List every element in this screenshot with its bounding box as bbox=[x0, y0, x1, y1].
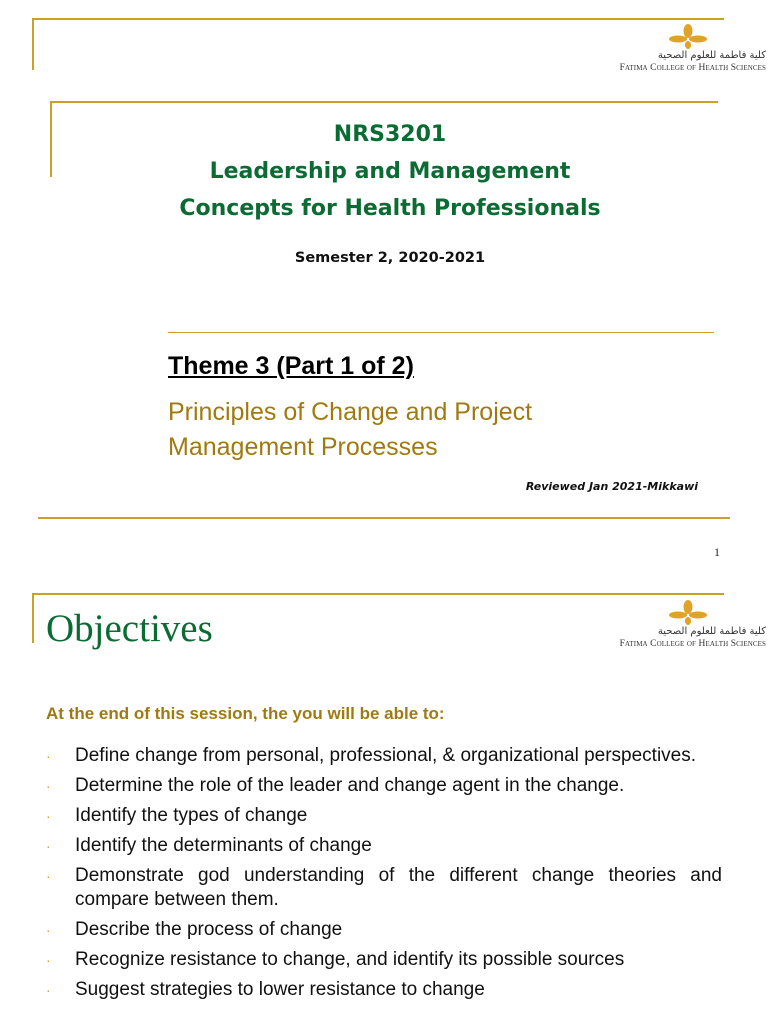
list-item bbox=[46, 978, 722, 1002]
objectives-intro: At the end of this session, the you will be able to: bbox=[46, 704, 445, 723]
list-item bbox=[46, 834, 722, 858]
list-item bbox=[46, 948, 722, 972]
bullet-icon: · bbox=[46, 748, 51, 764]
flower-logo-icon bbox=[668, 600, 708, 626]
bullet-icon: · bbox=[46, 838, 51, 854]
header-rule bbox=[50, 101, 718, 103]
list-item bbox=[46, 864, 722, 912]
course-name-line-1: Leadership and Management bbox=[209, 159, 571, 184]
objectives-slide bbox=[0, 576, 768, 1024]
course-title bbox=[60, 116, 720, 227]
list-item bbox=[46, 918, 722, 942]
objectives-list bbox=[46, 744, 722, 1008]
bullet-icon: · bbox=[46, 922, 51, 938]
objective-text: Suggest strategies to lower resistance to change bbox=[75, 979, 485, 1000]
list-item bbox=[46, 774, 722, 798]
bullet-icon: · bbox=[46, 778, 51, 794]
theme-title: Theme 3 (Part 1 of 2) bbox=[168, 352, 414, 380]
theme-subtitle-line-1: Principles of Change and Project bbox=[168, 398, 533, 426]
list-item bbox=[46, 744, 722, 768]
bullet-icon: · bbox=[46, 982, 51, 998]
course-code: NRS3201 bbox=[333, 122, 447, 147]
objectives-title: Objectives bbox=[46, 607, 213, 650]
page-number: 1 bbox=[714, 545, 720, 559]
objective-text: Demonstrate god understanding of the different change theories and compare between them. bbox=[75, 865, 722, 910]
theme-subtitle bbox=[168, 395, 688, 465]
header-vertical-rule bbox=[50, 101, 52, 177]
objective-text: Recognize resistance to change, and identify its possible sources bbox=[75, 949, 625, 970]
footer-rule bbox=[38, 517, 730, 519]
logo-arabic-text: كلية فاطمة للعلوم الصحية bbox=[657, 626, 766, 637]
course-name-line-2: Concepts for Health Professionals bbox=[179, 196, 601, 221]
logo-arabic-text: كلية فاطمة للعلوم الصحية bbox=[657, 50, 766, 61]
top-left-vertical-rule bbox=[32, 18, 34, 70]
objectives-top-rule bbox=[32, 593, 724, 595]
top-rule bbox=[32, 18, 724, 20]
reviewed-note: Reviewed Jan 2021-Mikkawi bbox=[525, 480, 698, 493]
theme-rule bbox=[168, 332, 714, 333]
flower-logo-icon bbox=[668, 24, 708, 50]
bullet-icon: · bbox=[46, 868, 51, 884]
college-logo bbox=[590, 24, 766, 76]
list-item bbox=[46, 804, 722, 828]
semester-label: Semester 2, 2020-2021 bbox=[294, 250, 486, 266]
theme-subtitle-line-2: Management Processes bbox=[168, 433, 438, 461]
objective-text: Identify the types of change bbox=[75, 805, 308, 826]
bullet-icon: · bbox=[46, 808, 51, 824]
objective-text: Describe the process of change bbox=[75, 919, 343, 940]
objective-text: Determine the role of the leader and change agent in the change. bbox=[75, 775, 625, 796]
objective-text: Define change from personal, professional, & organizational perspectives. bbox=[75, 745, 697, 766]
bullet-icon: · bbox=[46, 952, 51, 968]
logo-english-text: Fatima College of Health Sciences bbox=[619, 639, 766, 649]
college-logo bbox=[590, 600, 766, 652]
objectives-vertical-rule bbox=[32, 593, 34, 643]
objective-text: Identify the determinants of change bbox=[75, 835, 372, 856]
logo-english-text: Fatima College of Health Sciences bbox=[619, 63, 766, 73]
